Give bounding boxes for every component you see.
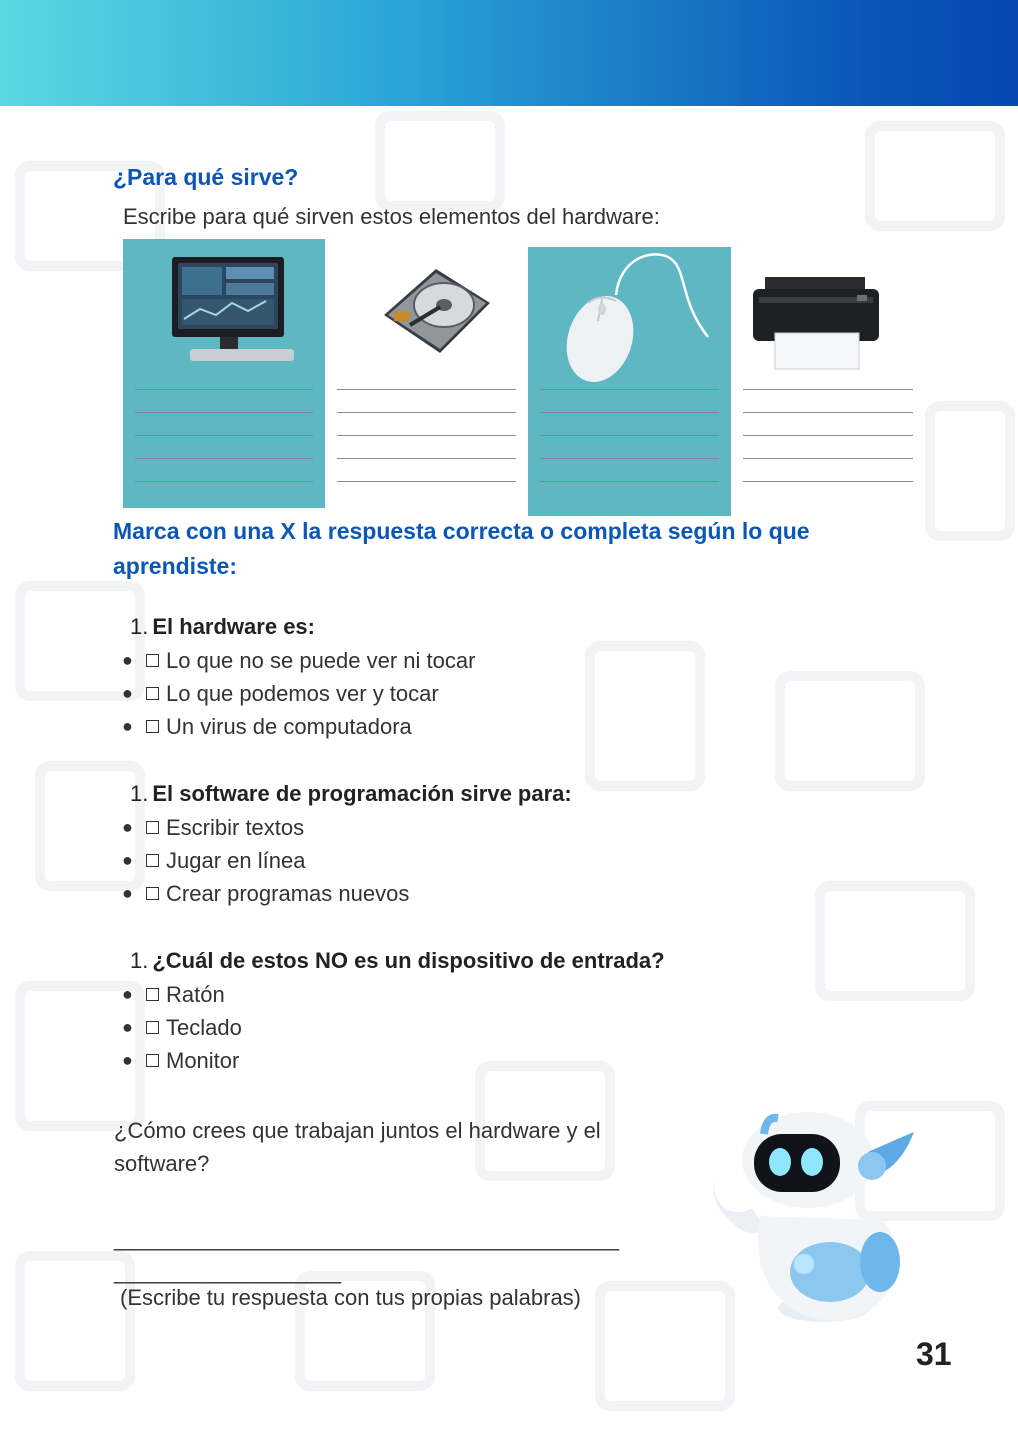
- section-title-marca-line2: aprendiste:: [113, 553, 237, 579]
- section-instruction: Escribe para qué sirven estos elementos del hardware:: [123, 204, 660, 229]
- question-1-option-2[interactable]: ● Lo que podemos ver y tocar: [122, 681, 439, 706]
- checkbox[interactable]: [146, 821, 159, 834]
- open-question-line1: ¿Cómo crees que trabajan juntos el hardware y el: [114, 1118, 601, 1143]
- option-label: Un virus de computadora: [166, 714, 412, 739]
- question-2-option-1[interactable]: ● Escribir textos: [122, 815, 305, 840]
- hardware-card-hard-drive: [325, 239, 528, 508]
- header-banner: [0, 0, 1018, 106]
- question-1-option-1[interactable]: ● Lo que no se puede ver ni tocar: [122, 648, 476, 673]
- checkbox[interactable]: [146, 654, 159, 667]
- hardware-card-mouse: [528, 247, 731, 516]
- page-number: 31: [916, 1336, 952, 1372]
- checkbox[interactable]: [146, 988, 159, 1001]
- question-2-title: [130, 781, 572, 807]
- section-title-para-que-sirve: ¿Para qué sirve?: [113, 164, 299, 190]
- answer-lines[interactable]: [743, 389, 913, 504]
- checkbox[interactable]: [146, 720, 159, 733]
- question-number: 1.: [130, 948, 149, 973]
- question-3-option-2[interactable]: ● Teclado: [122, 1015, 242, 1040]
- question-1-title: [130, 614, 315, 640]
- answer-lines[interactable]: [135, 389, 313, 504]
- question-3-option-1[interactable]: ● Ratón: [122, 982, 225, 1007]
- checkbox[interactable]: [146, 887, 159, 900]
- answer-lines[interactable]: [337, 389, 516, 504]
- checkbox[interactable]: [146, 687, 159, 700]
- option-label: Monitor: [166, 1048, 240, 1073]
- answer-blank-line1[interactable]: ________________________________________: [114, 1226, 620, 1251]
- option-label: Escribir textos: [166, 815, 305, 840]
- question-3-title: [130, 948, 665, 974]
- option-label: Lo que no se puede ver ni tocar: [166, 648, 476, 673]
- option-label: Lo que podemos ver y tocar: [166, 681, 439, 706]
- hardware-card-printer: [731, 239, 925, 508]
- answer-blank-line2[interactable]: __________________: [114, 1259, 342, 1284]
- hard-drive-icon: [380, 263, 494, 358]
- answer-lines[interactable]: [540, 389, 719, 504]
- robot-mascot-icon: [704, 1112, 918, 1328]
- question-2-option-3[interactable]: ● Crear programas nuevos: [122, 881, 410, 906]
- open-question-line2: software?: [114, 1151, 210, 1176]
- printer-icon: [751, 275, 883, 373]
- answer-hint: (Escribe tu respuesta con tus propias palabras): [120, 1285, 582, 1310]
- question-3-option-3[interactable]: ● Monitor: [122, 1048, 240, 1073]
- checkbox[interactable]: [146, 1021, 159, 1034]
- monitor-icon: [170, 253, 296, 363]
- hardware-card-monitor: [123, 239, 325, 508]
- question-text: El software de programación sirve para:: [152, 781, 572, 806]
- checkbox[interactable]: [146, 1054, 159, 1067]
- option-label: Teclado: [166, 1015, 242, 1040]
- mouse-icon: [558, 249, 718, 387]
- question-number: 1.: [130, 781, 149, 806]
- question-2-option-2[interactable]: ● Jugar en línea: [122, 848, 306, 873]
- question-number: 1.: [130, 614, 149, 639]
- section-title-marca-line1: Marca con una X la respuesta correcta o completa según lo que: [113, 518, 810, 544]
- option-label: Ratón: [166, 982, 225, 1007]
- question-text: El hardware es:: [152, 614, 315, 639]
- option-label: Jugar en línea: [166, 848, 306, 873]
- option-label: Crear programas nuevos: [166, 881, 410, 906]
- checkbox[interactable]: [146, 854, 159, 867]
- question-text: ¿Cuál de estos NO es un dispositivo de entrada?: [152, 948, 665, 973]
- question-1-option-3[interactable]: ● Un virus de computadora: [122, 714, 412, 739]
